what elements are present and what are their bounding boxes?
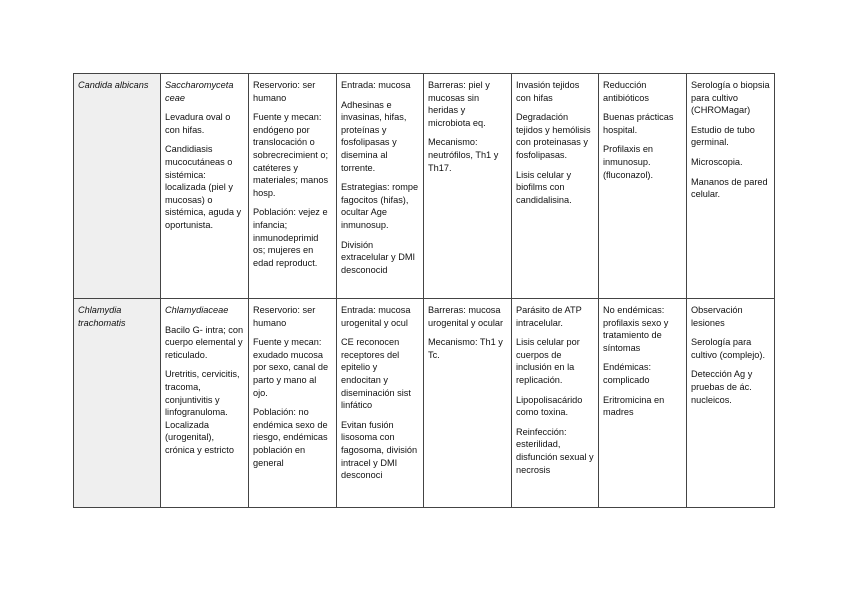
cell-paragraph: Lisis celular y biofilms con candidalisina. [516, 169, 572, 205]
cell-paragraph: Eritromicina en madres [603, 394, 665, 418]
table-cell [599, 299, 687, 508]
cell-paragraph: Estudio de tubo germinal. [691, 124, 755, 148]
cell-paragraph: División extracelular y DMI desconocid [341, 239, 416, 275]
cell-paragraph: Profilaxis en inmunosup. (fluconazol). [603, 144, 654, 180]
table-row [74, 299, 775, 508]
cell-paragraph: Mananos de pared celular. [691, 176, 768, 200]
cell-paragraph: Parásito de ATP intracelular. [516, 305, 582, 328]
cell-paragraph: Uretritis, cervicitis, tracoma, conjuntivitis y linfogranuloma. Localizada (urogenital), crónica y estricto [165, 369, 240, 455]
cell-paragraph: Lisis celular por cuerpos de inclusión en la replicación. [516, 337, 580, 385]
cell-paragraph: Serología para cultivo (complejo). [691, 337, 766, 360]
cell-paragraph: Mecanismo: neutrófilos, Th1 y Th17. [428, 137, 499, 173]
cell-paragraph: Buenas prácticas hospital. [603, 112, 674, 135]
cell-paragraph: Entrada: mucosa urogenital y ocul [341, 305, 411, 328]
cell-paragraph: Lipopolisacárido como toxina. [516, 394, 583, 418]
cell-paragraph: Evitan fusión lisosoma con fagosoma, división intracel y DMI desconoci [341, 419, 418, 481]
table-cell [512, 74, 599, 299]
table-cell [424, 299, 512, 508]
table-cell [337, 74, 424, 299]
cell-paragraph: Mecanismo: Th1 y Tc. [428, 337, 503, 360]
table-cell [424, 74, 512, 299]
table-cell [687, 299, 775, 508]
cell-paragraph: Microscopia. [691, 156, 743, 167]
cell-paragraph: Observación lesiones [691, 305, 743, 328]
table-cell [337, 299, 424, 508]
cell-paragraph: Barreras: piel y mucosas sin heridas y microbiota eq. [428, 80, 490, 128]
table-row [74, 74, 775, 299]
cell-paragraph: Invasión tejidos con hifas [516, 80, 580, 103]
cell-paragraph: Fuente y mecan: exudado mucosa por sexo, canal de parto y mano al ojo. [253, 337, 329, 398]
cell-paragraph: Entrada: mucosa [341, 80, 411, 90]
table-cell [161, 74, 249, 299]
cell-paragraph: Fuente y mecan: endógeno por translocación o sobrecrecimient o; catéteres y materiales; manos hosp. [253, 112, 329, 198]
family-name: Chlamydiaceae [165, 305, 229, 315]
cell-paragraph: Estrategias: rompe fagocitos (hifas), ocultar Age inmunosup. [341, 182, 419, 230]
table-cell [599, 74, 687, 299]
cell-paragraph: Población: vejez e infancia; inmunodeprimid os; mujeres en edad reproduct. [253, 207, 328, 268]
table-cell [161, 299, 249, 508]
cell-paragraph: Detección Ag y pruebas de ác. nucleicos. [691, 369, 753, 405]
cell-paragraph: Reservorio: ser humano [253, 80, 316, 103]
organism-name-cell: Chlamydia trachomatis [74, 299, 161, 508]
table-cell [512, 299, 599, 508]
cell-paragraph: Barreras: mucosa urogenital y ocular [428, 305, 504, 328]
cell-paragraph: Reinfección: esterilidad, disfunción sexual y necrosis [516, 426, 594, 475]
cell-paragraph: Candidiasis mucocutáneas o sistémica: localizada (piel y mucosas) o sistémica, aguda y oportunista. [165, 144, 242, 230]
cell-paragraph: Adhesinas e invasinas, hifas, proteínas y fosfolipasas y disemina al torrente. [341, 99, 407, 173]
cell-paragraph: Reservorio: ser humano [253, 305, 316, 328]
cell-paragraph: Serología o biopsia para cultivo (CHROMagar) [691, 80, 770, 116]
cell-paragraph: Bacilo G- intra; con cuerpo elemental y reticulado. [165, 324, 244, 360]
table-cell [249, 299, 337, 508]
cell-paragraph: Endémicas: complicado [603, 362, 652, 385]
organism-name-cell: Candida albicans [74, 74, 161, 299]
cell-paragraph: Población: no endémica sexo de riesgo, endémicas población en general [253, 407, 328, 468]
table-cell [687, 74, 775, 299]
cell-paragraph: Levadura oval o con hifas. [165, 112, 231, 135]
cell-paragraph: Degradación tejidos y hemólisis con proteinasas y fosfolipasas. [516, 112, 591, 160]
cell-paragraph: CE reconocen receptores del epitelio y endocitan y diseminación sist linfático [341, 337, 411, 411]
table-cell [249, 74, 337, 299]
pathogen-table [73, 73, 775, 508]
family-name: Saccharomyceta ceae [165, 80, 234, 103]
cell-paragraph: No endémicas: profilaxis sexo y tratamiento de síntomas [603, 305, 669, 353]
cell-paragraph: Reducción antibióticos [603, 80, 649, 103]
